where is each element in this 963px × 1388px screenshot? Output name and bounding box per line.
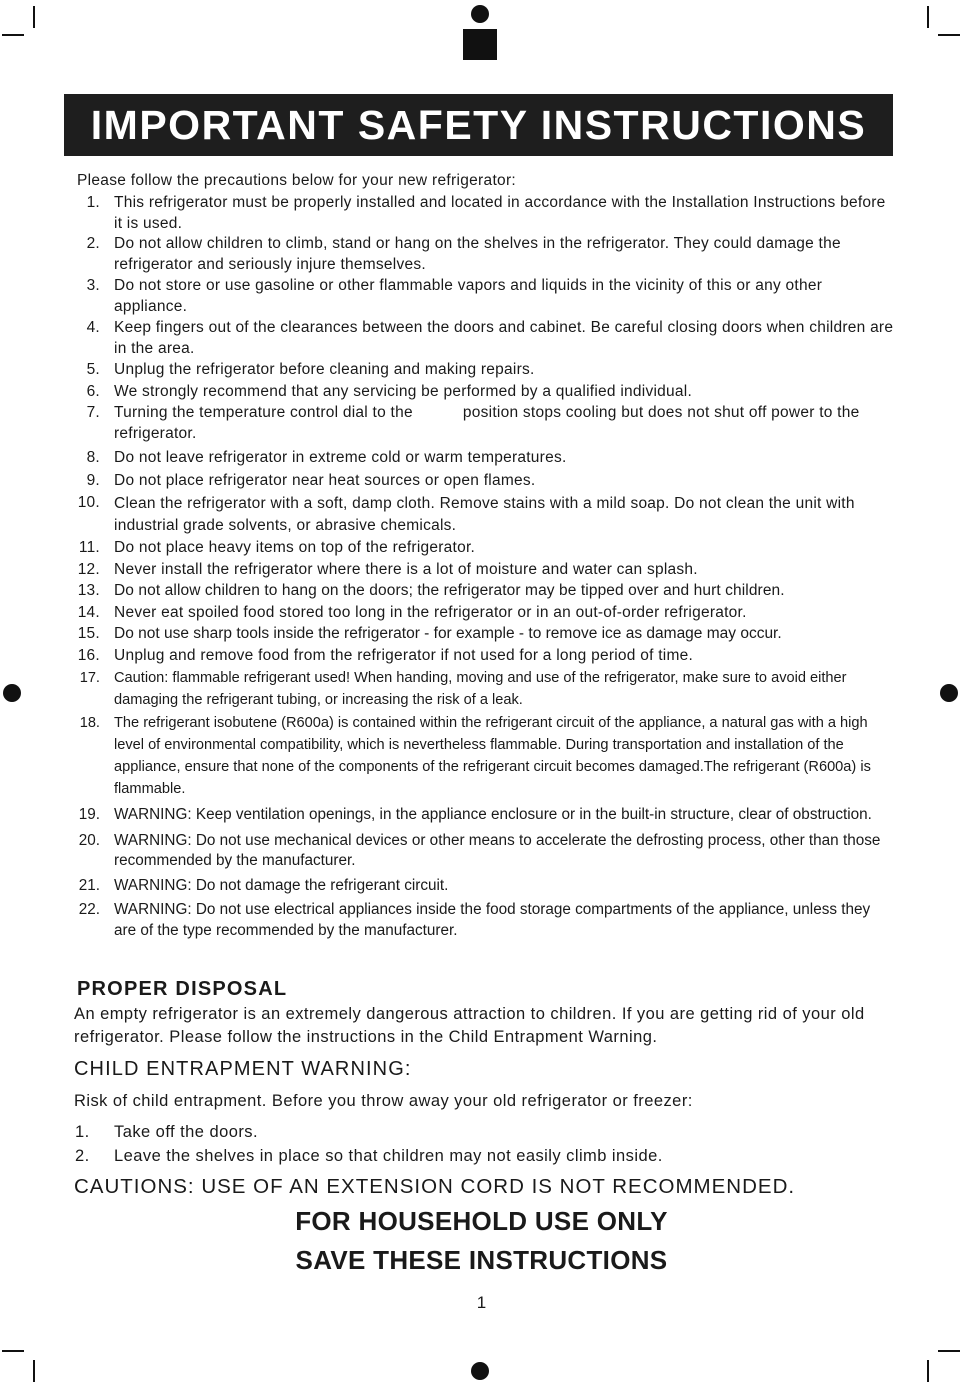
list-item: 4. Keep fingers out of the clearances between the doors and cabinet. Be careful closing doors when children are in the area.: [86, 319, 894, 357]
list-item: 21. WARNING: Do not damage the refrigerant circuit.: [78, 876, 449, 894]
precautions-list: [76, 193, 896, 941]
list-item: 9. Do not place refrigerator near heat sources or open flames.: [86, 471, 536, 489]
crop-mark-top-right: [927, 6, 929, 28]
household-use-notice: FOR HOUSEHOLD USE ONLY: [295, 1206, 668, 1236]
crop-mark-bottom-left-h: [2, 1350, 24, 1352]
list-item: 6. We strongly recommend that any servicing be performed by a qualified individual.: [86, 382, 692, 400]
list-item: 7. Turning the temperature control dial to the position stops cooling but does not shut off power to the refrigerator.: [86, 404, 860, 442]
list-item: 12. Never install the refrigerator where there is a lot of moisture and water can splash.: [77, 560, 698, 578]
list-item: 8. Do not leave refrigerator in extreme cold or warm temperatures.: [86, 449, 567, 466]
list-item: 5. Unplug the refrigerator before cleaning and making repairs.: [86, 361, 535, 378]
list-item: 2. Do not allow children to climb, stand or hang on the shelves in the refrigerator. They could damage the refrigerator and seriously injure themselves.: [86, 235, 841, 273]
crop-mark-top-left: [33, 6, 35, 28]
list-item: 22. WARNING: Do not use electrical appliances inside the food storage compartments of the appliance, unless they are of the type recommended by the manufacturer.: [78, 901, 871, 939]
page-title: IMPORTANT SAFETY INSTRUCTIONS: [90, 101, 867, 148]
registration-dot-left: [3, 684, 21, 702]
list-item: 14. Never eat spoiled food stored too long in the refrigerator or in an out-of-order refrigerator.: [77, 603, 747, 621]
list-item: 10. Clean the refrigerator with a soft, damp cloth. Remove stains with a mild soap. Do not clean the unit with industrial grade solvents, or abrasive chemicals.: [77, 494, 855, 534]
save-instructions-notice: SAVE THESE INSTRUCTIONS: [295, 1245, 668, 1275]
list-item: 16. Unplug and remove food from the refrigerator if not used for a long period of time.: [77, 646, 694, 664]
list-item: 1. Take off the doors.: [75, 1123, 258, 1141]
page-number: 1: [476, 1293, 487, 1312]
list-item: 11. Do not place heavy items on top of the refrigerator.: [78, 539, 476, 556]
crop-mark-bottom-right-h: [938, 1350, 960, 1352]
crop-mark-bottom-left: [33, 1360, 35, 1382]
intro-text: Please follow the precautions below for your new refrigerator:: [77, 172, 517, 189]
crop-mark-bottom-right: [927, 1360, 929, 1382]
registration-dot-top: [471, 5, 489, 23]
crop-mark-top-left-h: [2, 34, 24, 36]
registration-square: [463, 29, 497, 60]
list-item: 19. WARNING: Keep ventilation openings, in the appliance enclosure or in the built-in structure, clear of obstruction.: [78, 806, 872, 823]
list-item: 15. Do not use sharp tools inside the refrigerator - for example - to remove ice as damage may occur.: [77, 625, 782, 642]
list-item: 3. Do not store or use gasoline or other flammable vapors and liquids in the vicinity of this or any other appliance.: [86, 277, 823, 315]
proper-disposal-heading: PROPER DISPOSAL: [77, 978, 288, 1000]
proper-disposal-text: An empty refrigerator is an extremely dangerous attraction to children. If you are getting rid of your old refrigerator. Please follow the instructions in the Child Entrapment Warning.: [74, 1005, 865, 1046]
entrapment-steps: [75, 1121, 663, 1168]
extension-cord-caution: CAUTIONS: USE OF AN EXTENSION CORD IS NOT RECOMMENDED.: [74, 1175, 796, 1198]
registration-dot-right: [940, 684, 958, 702]
child-entrapment-text: Risk of child entrapment. Before you throw away your old refrigerator or freezer:: [74, 1092, 693, 1110]
child-entrapment-heading: CHILD ENTRAPMENT WARNING:: [74, 1058, 412, 1080]
list-item: 20. WARNING: Do not use mechanical devices or other means to accelerate the defrosting process, other than those recommended by the manufacturer.: [78, 831, 881, 869]
list-item: 1. This refrigerator must be properly installed and located in accordance with the Installation Instructions before it is used.: [86, 194, 886, 232]
list-item: 13. Do not allow children to hang on the doors; the refrigerator may be tipped over and hurt children.: [77, 582, 785, 599]
list-item: 2. Leave the shelves in place so that children may not easily climb inside.: [75, 1146, 663, 1165]
list-item: 17. Caution: flammable refrigerant used! When handing, moving and use of the refrigerator, make sure to avoid either damaging the refrigerant tubing, or increasing the risk of a leak.: [79, 670, 847, 708]
list-item: 18. The refrigerant isobutene (R600a) is contained within the refrigerant circuit of the appliance, a natural gas with a high level of environmental compatibility, which is nevertheless flammable. During transportation and installation of the appliance, ensure that none of the components of the refrigerant circuit becomes damaged.The refrigerant (R600a) is flammable.: [79, 715, 871, 797]
registration-dot-bottom: [471, 1362, 489, 1380]
crop-mark-top-right-h: [938, 34, 960, 36]
title-banner: [64, 94, 893, 156]
